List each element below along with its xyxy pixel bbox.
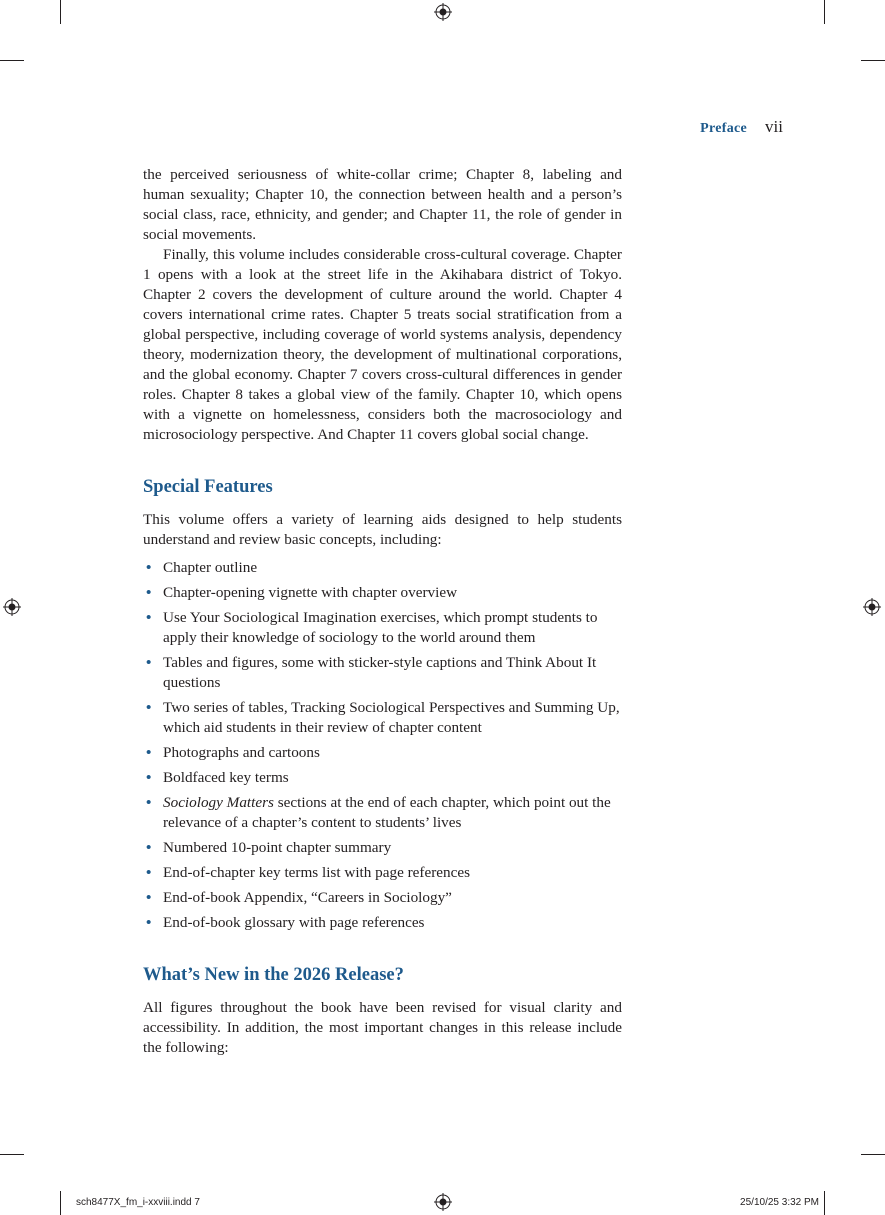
- section-heading-whats-new: What’s New in the 2026 Release?: [143, 965, 404, 985]
- list-item-text: End-of-book glossary with page references: [163, 914, 425, 931]
- paragraph: Finally, this volume includes considerable cross-cultural coverage. Chapter 1 opens with a look at the street life in the Akihabara district of Tokyo. Chapter 2 covers the development of culture around the world. Chapter 4 covers international crime rates. Chapter 5 treats social stratification from a global perspective, including coverage of world systems analysis, dependency theory, modernization theory, the development of multinational corporations, and the global economy. Chapter 7 covers cross-cultural differences in gender roles. Chapter 8 takes a global view of the family. Chapter 10, which opens with a vignette on homelessness, considers both the macrosociology and microsociology perspective. And Chapter 11 covers global social change.: [143, 246, 622, 443]
- bullet-icon: •: [146, 769, 152, 786]
- list-item-text: Tables and figures, some with sticker-style captions and Think About It questions: [163, 654, 597, 691]
- bullet-icon: •: [146, 864, 152, 881]
- bullet-icon: •: [146, 744, 152, 761]
- list-item: [143, 743, 622, 763]
- list-item-text: Two series of tables, Tracking Sociological Perspectives and Summing Up, which aid students in their review of chapter content: [163, 699, 620, 736]
- crop-mark: [824, 1191, 825, 1215]
- list-item-text: End-of-book Appendix, “Careers in Sociology”: [163, 889, 452, 906]
- list-item: [143, 558, 622, 578]
- list-item: [143, 888, 622, 908]
- list-item-text: End-of-chapter key terms list with page references: [163, 864, 470, 881]
- crop-mark: [0, 1154, 24, 1155]
- list-item: [143, 838, 622, 858]
- registration-mark-icon: [434, 3, 452, 21]
- paragraph: the perceived seriousness of white-collar crime; Chapter 8, labeling and human sexuality; Chapter 10, the connection between health and a person’s social class, race, ethnicity, and gender; and Chapter 11, the role of gender in social movements.: [143, 166, 622, 243]
- feature-list: [143, 558, 622, 933]
- bullet-icon: •: [146, 609, 152, 626]
- bullet-icon: •: [146, 699, 152, 716]
- list-item: [143, 653, 622, 693]
- list-item-text: Numbered 10-point chapter summary: [163, 839, 392, 856]
- crop-mark: [60, 0, 61, 24]
- paragraph: This volume offers a variety of learning aids designed to help students understand and review basic concepts, including:: [143, 511, 622, 548]
- list-item-italic: Sociology Matters: [163, 794, 274, 811]
- list-item: [143, 608, 622, 648]
- page-number: vii: [765, 117, 783, 136]
- registration-mark-icon: [3, 598, 21, 616]
- text-column: [143, 165, 622, 1058]
- list-item-text: Photographs and cartoons: [163, 744, 320, 761]
- bullet-icon: •: [146, 914, 152, 931]
- registration-mark-icon: [434, 1193, 452, 1211]
- crop-mark: [824, 0, 825, 24]
- section-heading-special-features: Special Features: [143, 477, 273, 497]
- crop-mark: [861, 1154, 885, 1155]
- bullet-icon: •: [146, 559, 152, 576]
- bullet-icon: •: [146, 839, 152, 856]
- paragraph: All figures throughout the book have been revised for visual clarity and accessibility. In addition, the most important changes in this release include the following:: [143, 999, 622, 1056]
- list-item: [143, 768, 622, 788]
- crop-mark: [60, 1191, 61, 1215]
- list-item: [143, 863, 622, 883]
- bullet-icon: •: [146, 889, 152, 906]
- bullet-icon: •: [146, 654, 152, 671]
- registration-mark-icon: [863, 598, 881, 616]
- running-head: [700, 117, 783, 137]
- list-item-text: Boldfaced key terms: [163, 769, 289, 786]
- list-item: [143, 698, 622, 738]
- list-item-text: sections at the end of each chapter, which point out the relevance of a chapter’s content to students’ lives: [163, 794, 611, 831]
- list-item: [143, 913, 622, 933]
- list-item-text: Use Your Sociological Imagination exercises, which prompt students to apply their knowledge of sociology to the world around them: [163, 609, 598, 646]
- list-item-text: Chapter-opening vignette with chapter overview: [163, 584, 458, 601]
- list-item: [143, 583, 622, 603]
- crop-mark: [0, 60, 24, 61]
- bullet-icon: •: [146, 584, 152, 601]
- footer-timestamp: 25/10/25 3:32 PM: [740, 1197, 819, 1208]
- list-item-text: Chapter outline: [163, 559, 258, 576]
- bullet-icon: •: [146, 794, 152, 811]
- footer-file-name: sch8477X_fm_i-xxviii.indd 7: [76, 1197, 200, 1208]
- list-item: [143, 793, 622, 833]
- running-head-label: Preface: [700, 121, 748, 136]
- crop-mark: [861, 60, 885, 61]
